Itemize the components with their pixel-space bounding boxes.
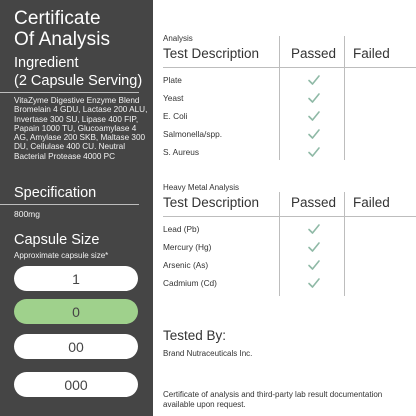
analysis-section-label: Analysis — [163, 34, 193, 43]
heavy-metal-table-header — [153, 194, 416, 214]
test-label: Salmonella/spp. — [163, 129, 223, 139]
header-test-description: Test Description — [163, 195, 260, 210]
test-label: E. Coli — [163, 111, 188, 121]
page-title — [14, 8, 110, 50]
checkmark-icon — [307, 240, 321, 254]
test-label: Arsenic (As) — [163, 260, 209, 270]
test-label: S. Aureus — [163, 147, 199, 157]
table-row — [153, 221, 416, 239]
right-panel — [153, 0, 416, 416]
table-row — [153, 144, 416, 162]
header-failed: Failed — [353, 195, 390, 210]
capsule-size-label: 1 — [72, 270, 80, 287]
ingredient-list: VitaZyme Digestive Enzyme Blend Bromelain 4 GDU, Lactase 200 ALU, Invertase 300 SU, Lipase 400 FIP, Papain 1000 TU, Glucoamylase 4 AG, Amylase 200 SKB, Maltase 300 DU, Cellulase 400 CU. Neutral Bacterial Protease 4000 PC — [14, 96, 148, 161]
test-label: Mercury (Hg) — [163, 242, 212, 252]
checkmark-icon — [307, 127, 321, 141]
footnote: Certificate of analysis and third-party lab result documentation available upon request. — [163, 390, 383, 409]
heavy-metal-section-label: Heavy Metal Analysis — [163, 183, 240, 192]
table-rule — [163, 67, 416, 68]
test-label: Lead (Pb) — [163, 224, 200, 234]
title-line-1: Certificate — [14, 8, 101, 29]
table-row — [153, 90, 416, 108]
specification-value: 800mg — [14, 209, 40, 219]
table-row — [153, 239, 416, 257]
capsule-size-subtitle: Approximate capsule size* — [14, 251, 109, 260]
tested-by-value: Brand Nutraceuticals Inc. — [163, 349, 253, 358]
checkmark-icon — [307, 258, 321, 272]
test-label: Yeast — [163, 93, 184, 103]
tested-by-heading: Tested By: — [163, 328, 227, 343]
header-failed: Failed — [353, 46, 390, 61]
table-row — [153, 257, 416, 275]
ingredient-heading-line-2: (2 Capsule Serving) — [14, 73, 143, 89]
ingredient-heading — [14, 54, 142, 90]
capsule-size-label: 000 — [64, 376, 88, 393]
capsule-size-000-button[interactable] — [14, 372, 138, 397]
test-label: Cadmium (Cd) — [163, 278, 217, 288]
capsule-size-heading: Capsule Size — [14, 232, 100, 248]
test-label: Plate — [163, 75, 182, 85]
checkmark-icon — [307, 109, 321, 123]
divider — [0, 204, 139, 205]
left-panel — [0, 0, 153, 416]
capsule-size-1-button[interactable] — [14, 266, 138, 291]
capsule-size-0-button[interactable] — [14, 299, 138, 324]
title-line-2: Of Analysis — [14, 29, 111, 50]
checkmark-icon — [307, 222, 321, 236]
checkmark-icon — [307, 73, 321, 87]
checkmark-icon — [307, 276, 321, 290]
analysis-table-header — [153, 45, 416, 65]
checkmark-icon — [307, 91, 321, 105]
table-row — [153, 275, 416, 293]
specification-heading: Specification — [14, 185, 97, 201]
checkmark-icon — [307, 145, 321, 159]
header-passed: Passed — [291, 46, 337, 61]
header-test-description: Test Description — [163, 46, 260, 61]
table-rule — [163, 216, 416, 217]
capsule-size-label: 0 — [72, 303, 80, 320]
capsule-size-label: 00 — [68, 338, 84, 355]
table-row — [153, 108, 416, 126]
header-passed: Passed — [291, 195, 337, 210]
divider — [0, 92, 139, 93]
ingredient-heading-line-1: Ingredient — [14, 55, 79, 71]
table-row — [153, 72, 416, 90]
table-row — [153, 126, 416, 144]
capsule-size-00-button[interactable] — [14, 334, 138, 359]
